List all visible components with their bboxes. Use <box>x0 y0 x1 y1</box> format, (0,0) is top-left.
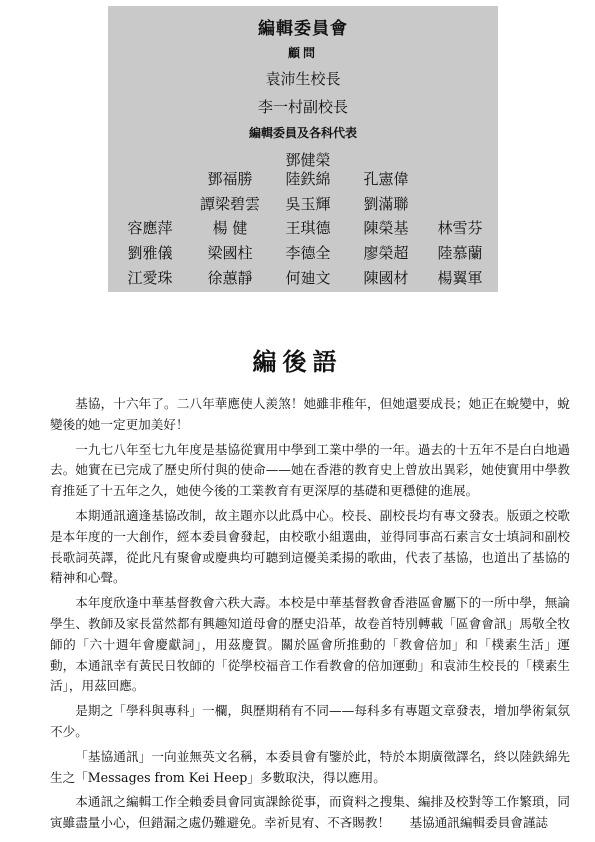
adviser-vice-principal: 李一村副校長 <box>257 98 348 116</box>
paragraph: 一九七八年至七九年度是基協從實用中學到工業中學的一年。過去的十五年不是白白地過去。她實在已完成了歷史所付與的使命——她在香港的教育史上曾放出異彩，她使實用中學教育推延了十五年之久，她使今後的工業教育有更深厚的基礎和更穩健的進展。 <box>50 441 570 499</box>
member-name: 劉滿聯 <box>363 195 409 213</box>
member-name: 陳榮基 <box>363 219 409 237</box>
paragraph: 本通訊之編輯工作全賴委員會同寅課餘從事，而資料之搜集、編排及校對等工作繁瑣，同寅雖盡量小心，但錯漏之處仍難避免。幸祈見宥、不吝賜教！ <box>50 794 570 831</box>
paragraph: 「基協通訊」一向並無英文名稱，本委員會有鑒於此，特於本期廣徵譯名，終以陸鉄綿先生之「Messages from Kei Heep」多數取決，得以應用。 <box>50 748 570 785</box>
member-name: 陳國材 <box>363 269 409 287</box>
member-name: 廖榮超 <box>363 244 409 262</box>
member-name: 吳玉輝 <box>285 195 331 213</box>
paragraph: 基協，十六年了。二八年華應使人羨煞！她雖非稚年，但她還要成長；她正在蛻變中，蛻變後的她一定更加美好！ <box>50 396 570 432</box>
member-name: 楊翼軍 <box>437 269 483 287</box>
member-name: 孔憲偉 <box>363 170 409 188</box>
representatives-heading: 編輯委員及各科代表 <box>248 126 357 140</box>
advisers-heading: 顧問 <box>287 46 318 60</box>
paragraph: 本年度欣逢中華基督教會六秩大壽。本校是中華基督教會香港區會屬下的一所中學，無論學生、教師及家長當然都有興趣知道母會的歷史沿革，故卷首特別轉載「區會會訊」馬敬全牧師的「六十週年會慶獻詞」，用茲慶賀。關於區會所推動的「教會倍加」和「樸素生活」運動，本通訊幸有黃民日牧師的「從學校福音工作看教會的倍加運動」和袁沛生校長的「樸素生活」，用茲回應。 <box>50 595 570 694</box>
member-name: 徐蕙靜 <box>207 269 253 287</box>
member-name: 陸慕蘭 <box>437 244 483 262</box>
committee-title: 編輯委員會 <box>258 19 348 39</box>
member-name: 楊 健 <box>212 219 248 237</box>
member-name: 劉雅儀 <box>127 244 173 262</box>
member-name: 李德全 <box>285 244 331 262</box>
member-name: 陸鉄綿 <box>285 170 331 188</box>
member-name: 何廸文 <box>285 269 331 287</box>
member-name: 鄧健榮 <box>285 151 331 169</box>
adviser-principal: 袁沛生校長 <box>265 70 341 88</box>
paragraph: 是期之「學科與專科」一欄，與歷期稍有不同——每科多有專題文章發表，增加學術氣氛不少。 <box>50 703 570 739</box>
member-name: 容應萍 <box>127 219 173 237</box>
member-name: 王琪德 <box>285 219 331 237</box>
member-name: 譚梁碧雲 <box>199 195 260 213</box>
article-body <box>50 394 570 838</box>
committee-box <box>108 6 498 292</box>
paragraph: 本期通訊適逢基協改制，故主題亦以此爲中心。校長、副校長均有專文發表。版頭之校歌是本年度的一大創作，經本委員會發起，由校歌小組選曲，並得同事高石素言女士填詞和副校長歌詞英譯，從此凡有聚會或慶典均可聽到這優美柔揚的歌曲，代表了基協，也道出了基協的精神和心聲。 <box>50 507 570 586</box>
signature: 基協通訊編輯委員會謹誌 <box>409 815 548 830</box>
member-name: 林雪芬 <box>437 219 483 237</box>
member-name: 江愛珠 <box>127 269 173 287</box>
article-title: 編後語 <box>252 347 343 376</box>
member-name: 鄧福勝 <box>207 170 253 188</box>
member-name: 梁國柱 <box>207 244 253 262</box>
